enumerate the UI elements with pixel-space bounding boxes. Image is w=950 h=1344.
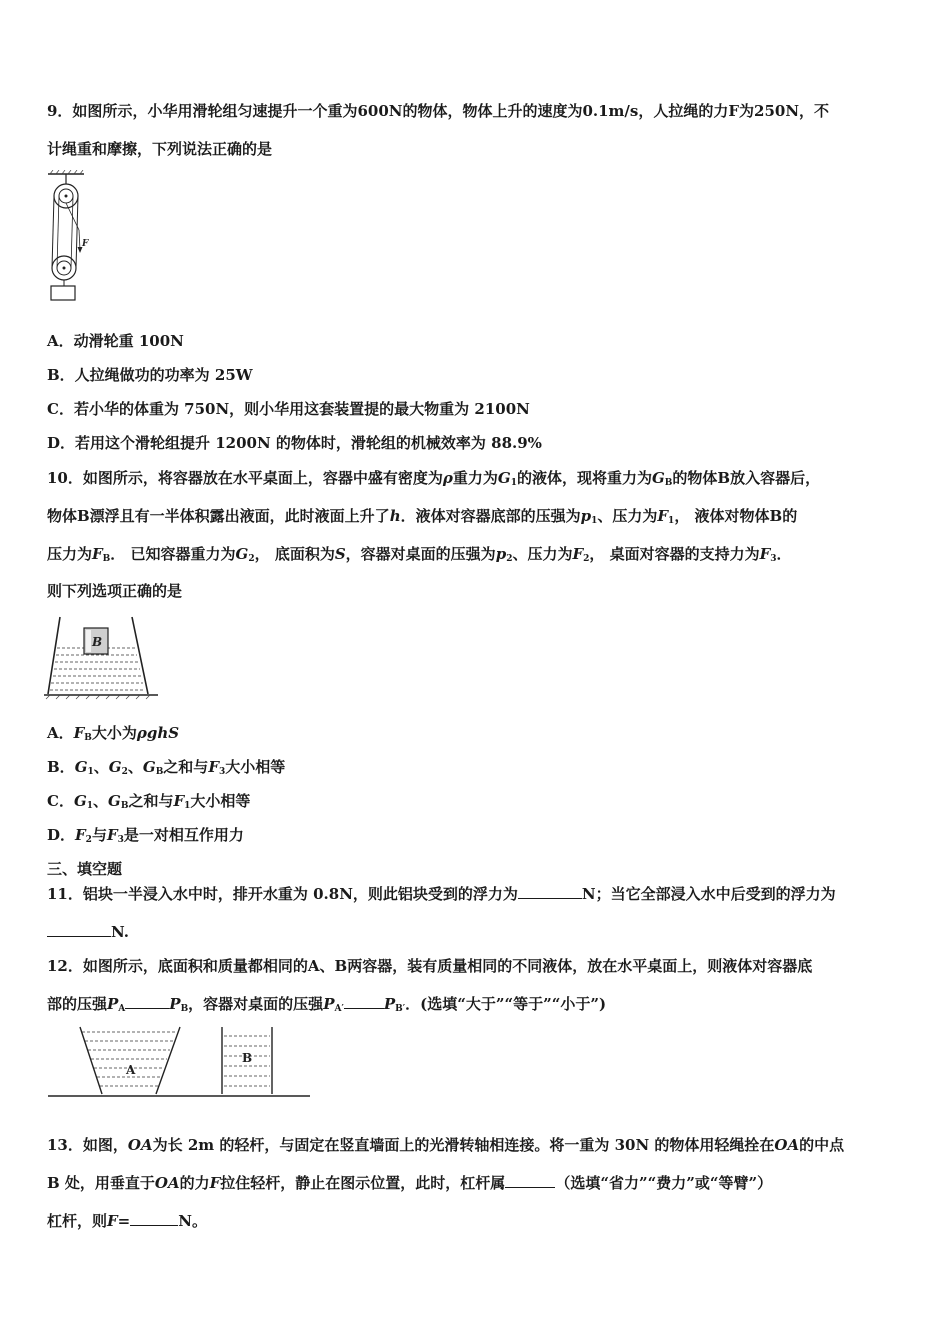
weight-block <box>51 286 75 300</box>
q12-text-line2: 部的压强$P_A$ $P_B$，容器对桌面的压强$P_{A'}$ $P_{B'}$．(选填“大于”“等于”“小于”) <box>47 995 607 1014</box>
q9-text-line2: 计绳重和摩擦，下列说法正确的是 <box>47 140 273 158</box>
container-a-wall-right <box>156 1027 180 1094</box>
q9-option-d: D．若用这个滑轮组提升 1200N 的物体时，滑轮组的机械效率为 88.9% <box>47 434 542 452</box>
q10-text-line3: 压力为$F_B$． 已知容器重力为$G_2$， 底面积为S，容器对桌面的压强为$p_2$、压力为$F_2$， 桌面对容器的支持力为$F_3$． <box>47 545 792 564</box>
two-containers-figure <box>44 1024 314 1100</box>
q11-text-line2: N. <box>47 922 129 942</box>
q13-text-line2: B 处，用垂直于OA的力F拉住轻杆，静止在图示位置，此时，杠杆属 （选填“省力”“费力”或“等臂”） <box>47 1174 773 1192</box>
answer-blank[interactable] <box>130 1211 178 1226</box>
q9-text-line1: 9．如图所示，小华用滑轮组匀速提升一个重为600N的物体，物体上升的速度为0.1m/s，人拉绳的力F为250N，不 <box>47 102 830 120</box>
rope-left <box>52 196 54 268</box>
answer-blank[interactable] <box>47 922 111 937</box>
q10-option-a: A．$F_B$大小为ρghS <box>47 724 180 743</box>
q13-text-line1: 13．如图，OA为长 2m 的轻杆，与固定在竖直墙面上的光滑转轴相连接。将一重为 30N 的物体用轻绳拴在OA的中点 <box>47 1136 845 1154</box>
q9-option-b: B．人拉绳做功的功率为 25W <box>47 366 253 384</box>
answer-blank[interactable] <box>125 994 169 1009</box>
rope-right <box>76 196 78 268</box>
pulley-figure <box>44 170 94 304</box>
container-b-label: B <box>242 1051 253 1065</box>
q10-text-line1: 10．如图所示，将容器放在水平桌面上，容器中盛有密度为ρ重力为$G_1$的液体，现将重力为$G_B$的物体B放入容器后， <box>47 469 821 488</box>
force-label: F <box>82 239 89 249</box>
section-heading: 三、填空题 <box>47 860 123 878</box>
q10-option-b: B．$G_1$、$G_2$、$G_B$之和与$F_3$大小相等 <box>47 758 286 777</box>
q10-text-line4: 则下列选项正确的是 <box>47 582 183 600</box>
q9-option-a: A．动滑轮重 100N <box>47 332 184 350</box>
block-b-label: B <box>92 635 103 649</box>
q10-text-line2: 物体B漂浮且有一半体积露出液面，此时液面上升了h．液体对容器底部的压强为$p_1$、压力为$F_1$， 液体对物体B的 <box>47 507 798 526</box>
container-a-label: A <box>126 1063 136 1077</box>
q10-option-d: D．$F_2$与$F_3$是一对相互作用力 <box>47 826 244 845</box>
answer-blank[interactable] <box>505 1173 555 1188</box>
q12-text-line1: 12．如图所示，底面积和质量都相同的A、B两容器，装有质量相同的不同液体，放在水平桌面上，则液体对容器底 <box>47 957 813 975</box>
answer-blank[interactable] <box>344 994 384 1009</box>
container-a-wall-left <box>80 1027 102 1094</box>
q10-option-c: C．$G_1$、$G_B$之和与$F_1$大小相等 <box>47 792 251 811</box>
container-figure <box>44 614 160 700</box>
answer-blank[interactable] <box>518 884 582 899</box>
q13-text-line3: 杠杆，则F= N。 <box>47 1212 207 1230</box>
q11-text-line1: 11．铝块一半浸入水中时，排开水重为 0.8N，则此铝块受到的浮力为 N；当它全部浸入水中后受到的浮力为 <box>47 885 836 903</box>
q9-option-c: C．若小华的体重为 750N，则小华用这套装置提的最大物重为 2100N <box>47 400 530 418</box>
